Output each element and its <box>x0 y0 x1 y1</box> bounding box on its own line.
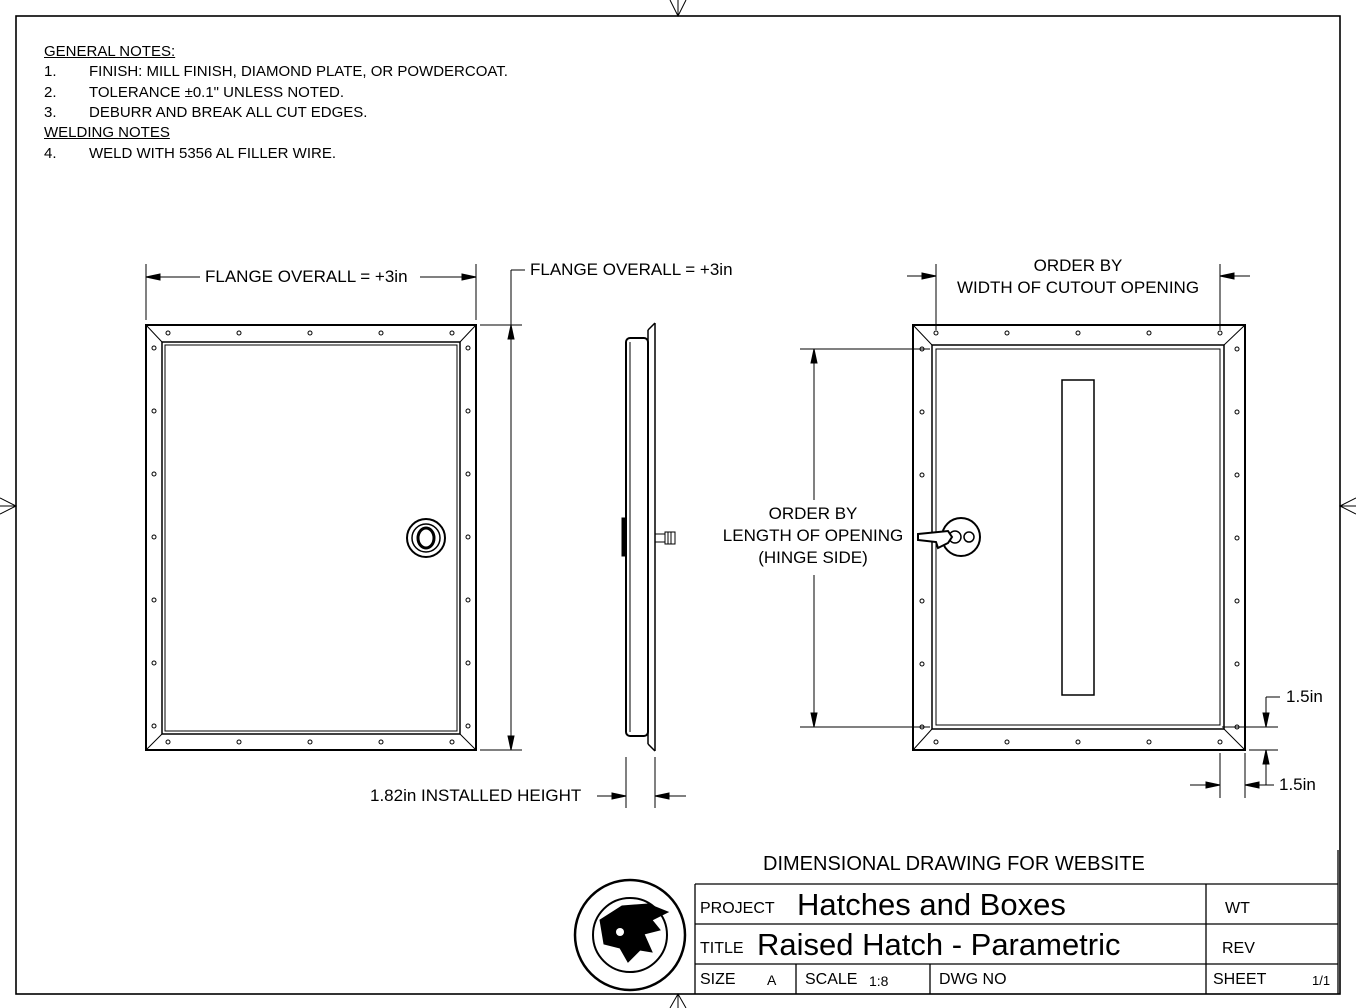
opening-length-label-line3: (HINGE SIDE) <box>758 548 868 567</box>
wt-label: WT <box>1225 900 1250 917</box>
opening-length-label-line1: ORDER BY <box>768 504 858 523</box>
flange-bottom-label: 1.5in <box>1279 775 1316 794</box>
latch-stud <box>655 532 675 544</box>
rev-label: REV <box>1222 940 1255 957</box>
title-label: TITLE <box>700 940 744 957</box>
front-view <box>146 325 476 750</box>
ring-latch <box>407 519 445 557</box>
flange-height-label: FLANGE OVERALL = +3in <box>530 260 733 279</box>
welding-note-4: WELD WITH 5356 AL FILLER WIRE. <box>89 145 337 162</box>
t-handle-latch <box>918 518 980 556</box>
general-note-1: FINISH: MILL FINISH, DIAMOND PLATE, OR POWDERCOAT. <box>89 63 508 80</box>
title-block-heading: DIMENSIONAL DRAWING FOR WEBSITE <box>763 853 1145 875</box>
cutout-width-label-line1: ORDER BY <box>1033 256 1123 275</box>
sheet-label: SHEET <box>1213 971 1267 988</box>
general-note-3-number: 3. <box>44 104 57 121</box>
sheet-value: 1/1 <box>1312 973 1331 988</box>
sheet-border <box>16 16 1340 994</box>
project-value: Hatches and Boxes <box>797 887 1066 922</box>
welding-notes-heading: WELDING NOTES <box>44 124 170 141</box>
general-notes-heading: GENERAL NOTES: <box>44 43 176 60</box>
dwg-no-label: DWG NO <box>939 971 1007 988</box>
flange-right-label: 1.5in <box>1286 687 1323 706</box>
general-note-1-number: 1. <box>44 63 57 80</box>
bolt-holes-right <box>920 331 1239 744</box>
general-note-2: TOLERANCE ±0.1" UNLESS NOTED. <box>89 84 345 101</box>
general-note-3: DEBURR AND BREAK ALL CUT EDGES. <box>89 104 368 121</box>
title-value: Raised Hatch - Parametric <box>757 927 1121 962</box>
side-view <box>622 323 675 751</box>
welding-note-4-number: 4. <box>44 145 57 162</box>
cutout-width-label-line2: WIDTH OF CUTOUT OPENING <box>956 278 1200 297</box>
scale-value: 1:8 <box>869 973 889 989</box>
installed-height-label: 1.82in INSTALLED HEIGHT <box>370 786 582 805</box>
cutout-view <box>913 325 1245 750</box>
size-value: A <box>767 972 777 988</box>
installed-height-dimension <box>597 757 686 808</box>
bolt-holes <box>152 331 470 744</box>
halk-marine-logo <box>575 880 685 990</box>
size-label: SIZE <box>700 971 736 988</box>
scale-label: SCALE <box>805 971 858 988</box>
project-label: PROJECT <box>700 900 775 917</box>
flange-height-dimension <box>480 270 525 750</box>
flange-width-label: FLANGE OVERALL = +3in <box>205 267 408 286</box>
opening-length-label-line2: LENGTH OF OPENING <box>722 526 904 545</box>
general-note-2-number: 2. <box>44 84 57 101</box>
flange-1-5-dimensions <box>1190 697 1280 798</box>
